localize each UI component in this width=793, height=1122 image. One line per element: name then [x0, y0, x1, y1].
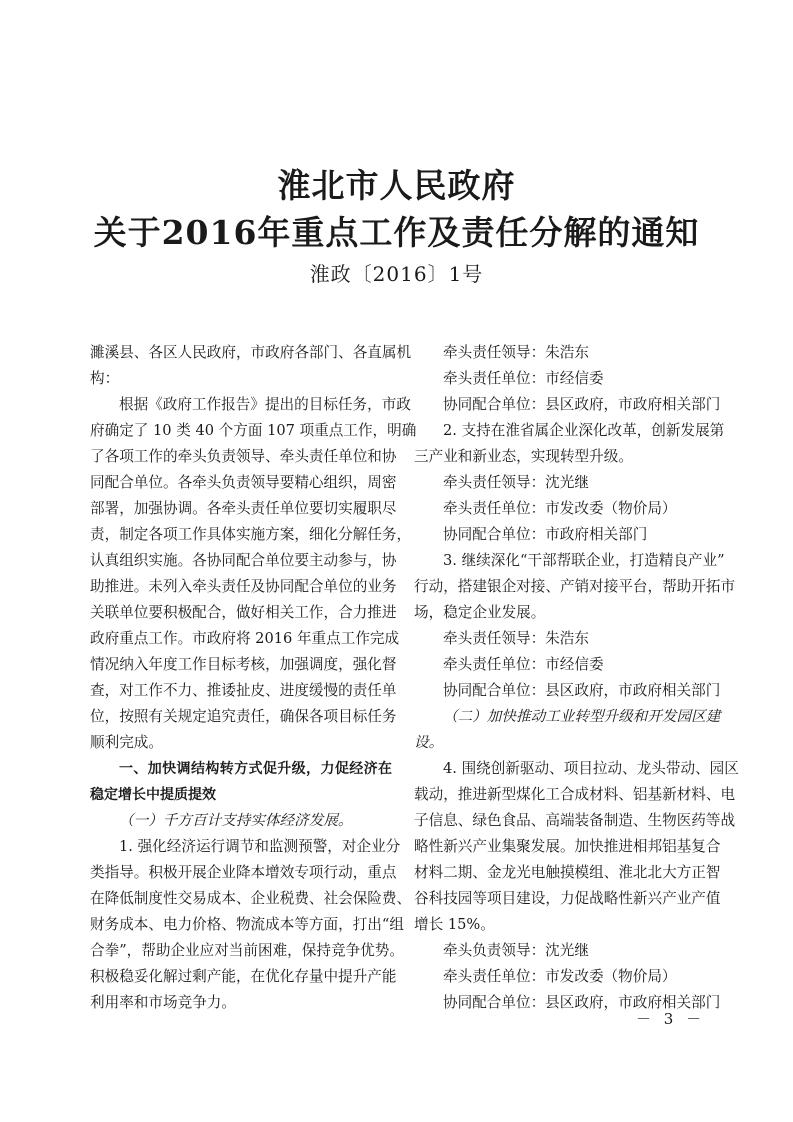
text-line: 部署，加强协调。各牵头责任单位要切实履职尽	[90, 500, 397, 517]
text-line: 根据《政府工作报告》提出的目标任务，市政	[119, 396, 411, 413]
text-line: 稳定增长中提质提效	[90, 787, 216, 803]
text-line: 积极稳妥化解过剩产能，在优化存量中提升产能	[90, 968, 397, 985]
text-line: 协同配合单位：县区政府，市政府相关部门	[443, 396, 721, 413]
text-line: 4. 围绕创新驱动、项目拉动、龙头带动、园区	[443, 760, 739, 777]
text-line: 府确定了 10 类 40 个方面 107 项重点工作，明确	[90, 422, 417, 439]
text-line: 同配合单位。各牵头负责领导要精心组织，周密	[90, 474, 397, 491]
text-line: （一）千方百计支持实体经济发展。	[119, 812, 353, 829]
text-line: 牵头责任领导：朱浩东	[443, 630, 589, 647]
right-column	[414, 340, 739, 1016]
text-line: 濉溪县、各区人民政府，市政府各部门、各直属机	[90, 344, 412, 361]
text-line: 政府重点工作。市政府将 2016 年重点工作完成	[90, 630, 400, 647]
text-line: 在降低制度性交易成本、企业税费、社会保险费、	[90, 890, 412, 907]
text-line: 查，对工作不力、推诿扯皮、进度缓慢的责任单	[90, 682, 397, 699]
text-line: 牵头责任领导：朱浩东	[443, 344, 589, 361]
text-line: 协同配合单位：县区政府，市政府相关部门	[443, 682, 721, 699]
text-line: 增长 15%。	[414, 916, 495, 933]
text-line: （二）加快推动工业转型升级和开发园区建	[443, 708, 721, 725]
text-line: 牵头责任单位：市经信委	[443, 656, 604, 673]
text-line: 合拳”，帮助企业应对当前困难，保持竞争优势。	[90, 942, 404, 959]
document-number: 淮政〔2016〕1号	[309, 262, 484, 286]
text-line: 利用率和市场竞争力。	[90, 994, 236, 1011]
text-line: 了各项工作的牵头负责领导、牵头责任单位和协	[90, 448, 397, 465]
text-line: 认真组织实施。各协同配合单位要主动参与，协	[90, 552, 397, 569]
text-line: 牵头责任单位：市发改委（物价局）	[443, 968, 677, 985]
text-line: 助推进。未列入牵头责任及协同配合单位的业务	[90, 578, 397, 595]
text-line: 载动，推进新型煤化工合成材料、铝基新材料、电	[414, 786, 736, 803]
text-line: 谷科技园等项目建设，力促战略性新兴产业产值	[414, 890, 721, 907]
text-line: 牵头责任单位：市经信委	[443, 370, 604, 387]
text-line: 略性新兴产业集聚发展。加快推进相邦铝基复合	[414, 838, 721, 855]
text-line: 顺利完成。	[90, 734, 163, 751]
text-line: 责，制定各项工作具体实施方案，细化分解任务，	[90, 526, 412, 543]
text-line: 场，稳定企业发展。	[414, 604, 546, 621]
text-line: 类指导。积极开展企业降本增效专项行动，重点	[90, 864, 397, 881]
text-line: 一、加快调结构转方式促升级，力促经济在	[119, 761, 392, 777]
text-line: 关联单位要积极配合，做好相关工作，合力推进	[90, 604, 397, 621]
page-number: － 3 －	[636, 1010, 706, 1028]
text-line: 位，按照有关规定追究责任，确保各项目标任务	[90, 708, 397, 725]
text-line: 3. 继续深化“干部帮联企业，打造精良产业”	[443, 552, 725, 569]
text-line: 协同配合单位：市政府相关部门	[443, 526, 648, 543]
text-line: 三产业和新业态，实现转型升级。	[414, 448, 633, 465]
text-line: 牵头负责领导：沈光继	[443, 942, 589, 959]
text-line: 情况纳入年度工作目标考核，加强调度，强化督	[90, 656, 397, 673]
left-column	[90, 340, 417, 1016]
text-line: 牵头责任单位：市发改委（物价局）	[443, 500, 677, 517]
text-line: 设。	[414, 734, 444, 751]
document-title-line2: 关于2016年重点工作及责任分解的通知	[93, 213, 700, 252]
text-line: 构：	[90, 370, 120, 387]
document-title-line1: 淮北市人民政府	[277, 166, 516, 205]
text-line: 1. 强化经济运行调节和监测预警，对企业分	[119, 838, 401, 855]
text-line: 协同配合单位：县区政府，市政府相关部门	[443, 994, 721, 1011]
text-line: 材料二期、金龙光电触摸模组、淮北北大方正智	[414, 864, 721, 881]
text-line: 牵头责任领导：沈光继	[443, 474, 589, 491]
text-line: 子信息、绿色食品、高端装备制造、生物医药等战	[414, 812, 736, 829]
text-line: 财务成本、电力价格、物流成本等方面，打出“组	[90, 916, 404, 933]
text-line: 行动，搭建银企对接、产销对接平台，帮助开拓市	[414, 578, 736, 595]
text-line: 2. 支持在淮省属企业深化改革，创新发展第	[443, 422, 725, 439]
